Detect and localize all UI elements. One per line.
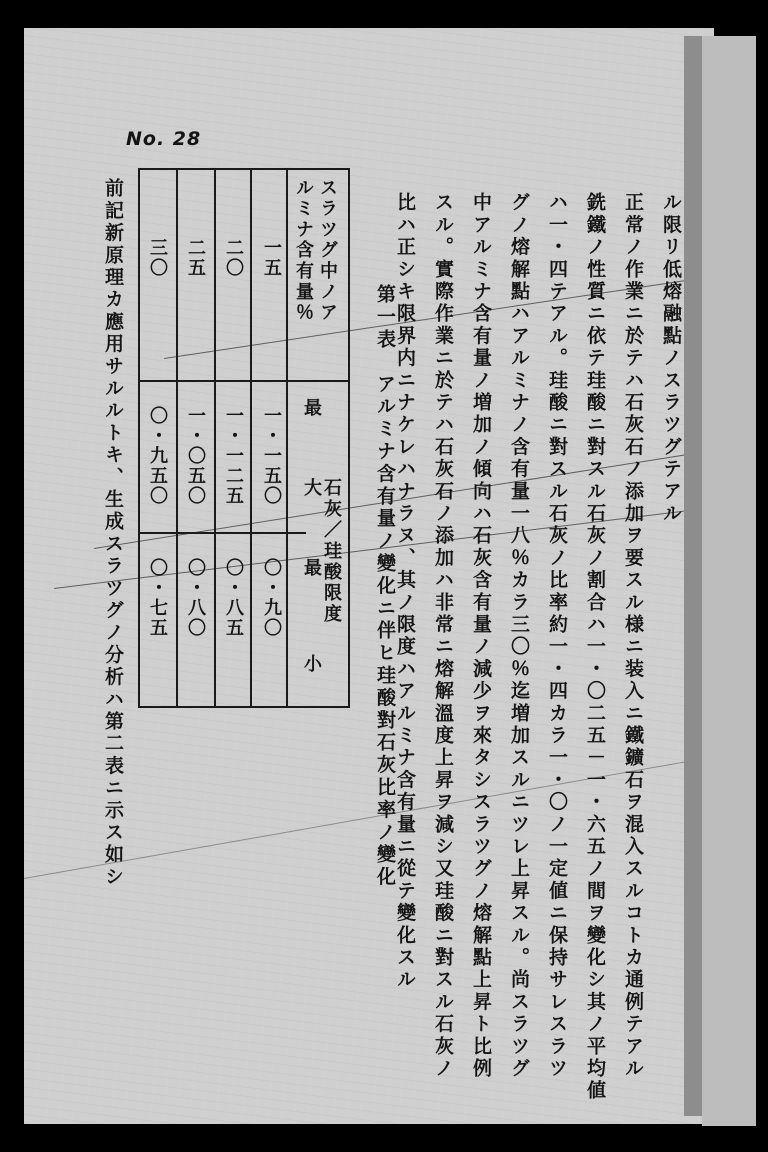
table-cell-alumina: 一五 (261, 238, 282, 278)
page-number: No. 28 (126, 128, 202, 150)
table-cell-min: 〇・八五 (223, 558, 244, 638)
table-rule-v3 (214, 168, 216, 708)
body-column-3: 銑鐵ノ性質ニ依テ珪酸ニ對スル石灰ノ割合ハ一・〇二五－一・六五ノ間ヲ變化シ其ノ平均値 (584, 192, 606, 1103)
table-cell-max: 一・一二五 (223, 406, 244, 506)
table-cell-max: 一・〇五〇 (185, 406, 206, 506)
table-cell-min: 〇・八〇 (185, 558, 206, 638)
page-gutter (684, 36, 702, 1116)
table-caption: 第一表 アルミナ含有量ノ變化ニ伴ヒ珪酸對石灰比率ノ變化 (374, 284, 396, 889)
body-column-7: スル。實際作業ニ於テハ石灰石ノ添加ハ非常ニ熔解溫度上昇ヲ減シ又珪酸ニ對スル石灰ノ (432, 192, 454, 1080)
table-cell-alumina: 二〇 (223, 238, 244, 278)
body-column-2: 正常ノ作業ニ於テハ石灰石ノ添加ヲ要スル様ニ装入ニ鐵鑛石ヲ混入スルコトカ通例テアル (622, 192, 644, 1080)
table-cell-alumina: 二五 (185, 238, 206, 278)
table-cell-alumina: 三〇 (147, 238, 168, 278)
document-page (24, 28, 714, 1124)
table-header-min: 最 小 (301, 558, 322, 702)
body-column-8: 比ハ正シキ限界内ニナケレハナラヌ、其ノ限度ハアルミナ含有量ニ從テ變化スル (394, 192, 416, 992)
table-rule-sub (138, 532, 306, 534)
body-column-final: 前記新原理カ應用サルルトキ、生成スラツグノ分析ハ第二表ニ示ス如シ (102, 178, 124, 889)
body-column-4: ハ一・四テアル。珪酸ニ對スル石灰ノ比率約一・四カラ一・〇ノ一定値ニ保持サレスラツ (546, 192, 568, 1080)
table-header-alumina-2: ルミナ含有量％ (293, 178, 314, 324)
table-header-max: 最 大 (301, 398, 322, 518)
body-column-5: グノ熔解點ハアルミナノ含有量一八％カラ三〇％迄増加スルニツレ上昇スル。尚スラツグ (508, 192, 530, 1080)
table-rule-v1 (138, 168, 140, 708)
table-cell-min: 〇・七五 (147, 558, 168, 638)
body-column-6: 中アルミナ含有量ノ増加ノ傾向ハ石灰含有量ノ減少ヲ來タシスラツグノ熔解點上昇ト比例 (470, 192, 492, 1080)
table-rule-top (138, 168, 348, 170)
scan-scratch (24, 756, 714, 879)
table-rule-v6 (348, 168, 350, 708)
body-column-1: ル限リ低熔融點ノスラツグテアル (660, 192, 682, 525)
table-cell-max: 〇・九五〇 (147, 406, 168, 506)
table-rule-mid (138, 380, 348, 382)
table-rule-v2 (176, 168, 178, 708)
adjacent-page-edge (702, 36, 756, 1126)
table-cell-min: 〇・九〇 (261, 558, 282, 638)
table-rule-v5 (286, 168, 288, 708)
table-header-alumina-1: スラツグ中ノア (317, 178, 338, 324)
table-rule-v4 (250, 168, 252, 708)
table-rule-bottom (138, 706, 348, 708)
table-cell-max: 一・一五〇 (261, 406, 282, 506)
table-header-lime-silica: 石灰／珪酸限度 (321, 478, 342, 625)
